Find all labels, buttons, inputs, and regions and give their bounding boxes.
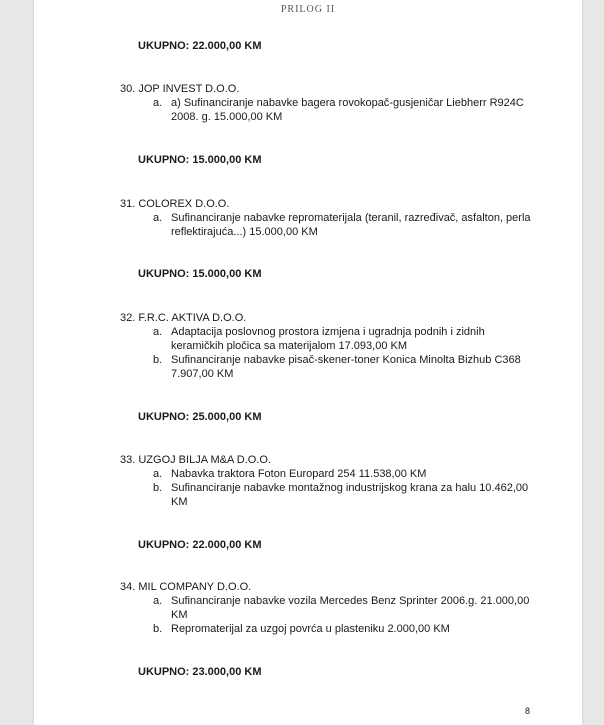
document-page	[34, 0, 582, 725]
entry-item	[120, 467, 531, 481]
entry-title: 31. COLOREX D.O.O.	[120, 198, 230, 210]
item-letter: b.	[153, 354, 163, 366]
item-letter: a.	[153, 97, 163, 109]
item-text: Repromaterijal za uzgoj povrća u plasteniku 2.000,00 KM	[171, 623, 450, 635]
item-letter: a.	[153, 212, 163, 224]
entry-title: 32. F.R.C. AKTIVA D.O.O.	[120, 312, 247, 324]
entry-item	[120, 353, 531, 381]
entry-title: 30. JOP INVEST D.O.O.	[120, 83, 240, 95]
total-34: UKUPNO: 23.000,00 KM	[138, 666, 262, 678]
entry-title: 33. UZGOJ BILJA M&A D.O.O.	[120, 454, 271, 466]
entry-item	[120, 211, 531, 239]
total-previous: UKUPNO: 22.000,00 KM	[138, 40, 262, 52]
item-text: Sufinanciranje nabavke pisač-skener-toner Konica Minolta Bizhub C368 7.907,00 KM	[171, 354, 521, 380]
entry-item	[120, 481, 531, 509]
item-letter: b.	[153, 623, 163, 635]
entry-item	[120, 594, 531, 622]
entry-title: 34. MIL COMPANY D.O.O.	[120, 581, 252, 593]
total-32: UKUPNO: 25.000,00 KM	[138, 411, 262, 423]
item-text: Sufinanciranje nabavke repromaterijala (teranil, razređivač, asfalton, perla reflektirajuća...) 15.000,00 KM	[171, 212, 531, 238]
page-number: 8	[524, 706, 530, 716]
entry-33	[120, 453, 531, 509]
item-text: Adaptacija poslovnog prostora izmjena i ugradnja podnih i zidnih keramičkih pločica sa materijalom 17.093,00 KM	[171, 326, 485, 352]
entry-item	[120, 96, 531, 124]
total-30: UKUPNO: 15.000,00 KM	[138, 154, 262, 166]
entry-item	[120, 622, 531, 636]
total-31: UKUPNO: 15.000,00 KM	[138, 268, 262, 280]
entry-34	[120, 580, 531, 636]
item-letter: a.	[153, 468, 163, 480]
page-header: PRILOG II	[280, 4, 336, 15]
item-text: Sufinanciranje nabavke vozila Mercedes Benz Sprinter 2006.g. 21.000,00 KM	[171, 595, 530, 621]
item-text: Sufinanciranje nabavke montažnog industrijskog krana za halu 10.462,00 KM	[171, 482, 529, 508]
item-text: a) Sufinanciranje nabavke bagera rovokopač-gusjeničar Liebherr R924C 2008. g. 15.000,00 KM	[171, 97, 524, 123]
total-33: UKUPNO: 22.000,00 KM	[138, 539, 262, 551]
entry-item	[120, 325, 531, 353]
item-letter: a.	[153, 595, 163, 607]
entry-31	[120, 197, 531, 239]
item-letter: b.	[153, 482, 163, 494]
item-letter: a.	[153, 326, 163, 338]
entry-32	[120, 311, 531, 381]
entry-30	[120, 82, 531, 124]
item-text: Nabavka traktora Foton Europard 254 11.538,00 KM	[171, 468, 427, 480]
